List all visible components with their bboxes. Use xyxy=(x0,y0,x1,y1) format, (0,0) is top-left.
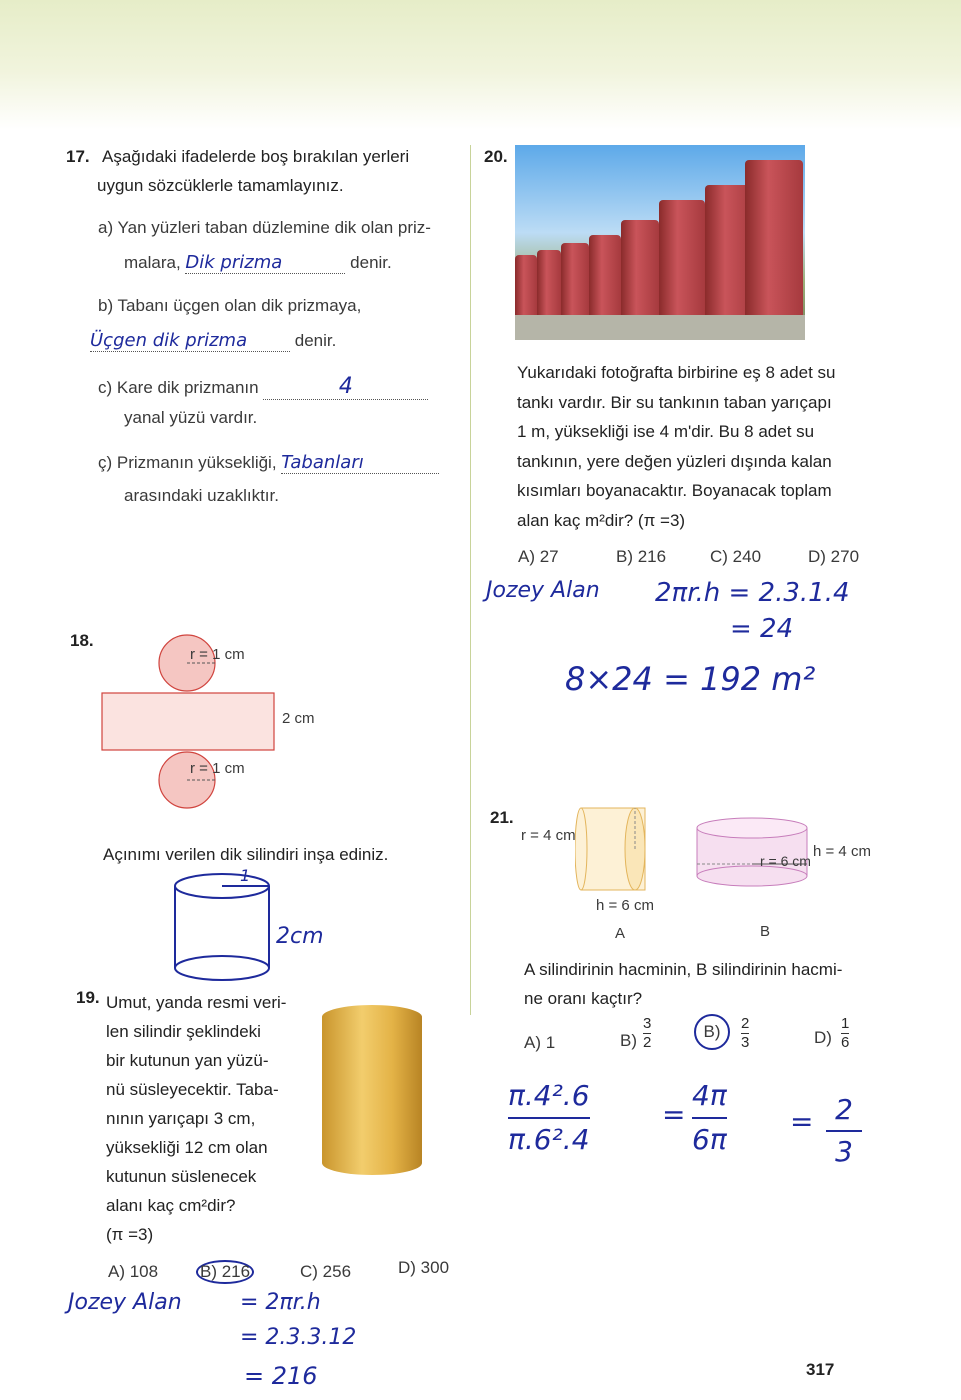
numerator: 3 xyxy=(643,1015,652,1032)
q19-line: (π =3) xyxy=(106,1225,154,1244)
q19-line: len silindir şeklindeki xyxy=(106,1022,261,1041)
page-header-band xyxy=(0,0,961,130)
numerator: 1 xyxy=(841,1015,850,1032)
q21-option-b[interactable]: B) xyxy=(620,1031,637,1050)
denominator: 6 xyxy=(841,1034,850,1051)
q21-option-d[interactable]: D) xyxy=(814,1028,832,1047)
hw-q21-fraction2 xyxy=(692,1075,727,1161)
q21-text: A silindirinin hacminin, B silindirinin hacmi- xyxy=(524,960,843,979)
q17-a-line xyxy=(124,252,392,274)
q17-b-end: denir. xyxy=(294,331,337,350)
q17-c-line xyxy=(98,374,428,400)
q21-a-radius: r = 4 cm xyxy=(521,827,576,844)
q17-a-text-2: malara, xyxy=(124,253,181,272)
hw-q19-step1: = 2πr.h xyxy=(240,1290,321,1315)
hw-q21-result xyxy=(826,1090,862,1172)
q17-a-end: denir. xyxy=(350,253,392,272)
q20-line: tankının, yere değen yüzleri dışında kalan xyxy=(517,451,832,471)
q20-option-d[interactable]: D) 270 xyxy=(808,547,860,566)
q19-text xyxy=(106,988,286,1249)
q21-text-2: ne oranı kaçtır? xyxy=(524,989,643,1008)
q17-title-2: uygun sözcüklerle tamamlayınız. xyxy=(97,176,344,195)
q17-d-answer[interactable]: Tabanları xyxy=(281,452,439,474)
q18-text: Açınımı verilen dik silindiri inşa ediniz. xyxy=(103,845,389,864)
q19-line: alanı kaç cm²dir? xyxy=(106,1196,236,1215)
q19-option-a[interactable]: A) 108 xyxy=(108,1262,159,1281)
q21-fraction-d xyxy=(841,1015,849,1052)
numerator: π.4².6 xyxy=(508,1075,590,1119)
hw-q21-fraction1 xyxy=(508,1075,590,1161)
hw-student-name: Jozey Alan xyxy=(486,578,600,603)
hw-q19-result: = 216 xyxy=(244,1362,318,1390)
tin-can-image xyxy=(322,1005,422,1175)
denominator: 6π xyxy=(692,1123,727,1156)
q21-option-a[interactable]: A) 1 xyxy=(524,1033,556,1052)
q17-c-text: c) Kare dik prizmanın xyxy=(98,378,259,397)
q20-line: alan kaç m²dir? (π =3) xyxy=(517,510,686,530)
q17-number: 17. xyxy=(66,147,90,166)
q17-b-line xyxy=(90,330,336,352)
q18-height-label: 2 cm xyxy=(282,710,315,727)
q20-line: 1 m, yüksekliği ise 4 m'dir. Bu 8 adet su xyxy=(517,422,815,441)
q21-a-height: h = 6 cm xyxy=(596,897,654,914)
numerator: 2 xyxy=(741,1015,750,1032)
q18-number: 18. xyxy=(70,631,94,650)
q18-radius-top: r = 1 cm xyxy=(190,646,245,663)
q20-option-a[interactable]: A) 27 xyxy=(518,547,559,566)
hw-q19-step2: = 2.3.3.12 xyxy=(240,1325,357,1350)
column-divider xyxy=(470,145,471,1015)
hw-height: 2cm xyxy=(276,924,324,949)
denominator: 3 xyxy=(835,1135,853,1168)
q19-option-d[interactable]: D) 300 xyxy=(398,1258,450,1277)
hw-equals: = xyxy=(662,1098,686,1131)
q17-title: Aşağıdaki ifadelerde boş bırakılan yerleri xyxy=(102,147,410,166)
q18-radius-bottom: r = 1 cm xyxy=(190,760,245,777)
denominator: 2 xyxy=(643,1034,652,1051)
q21-b-label: B xyxy=(760,923,771,940)
q20-line: tankı vardır. Bir su tankının taban yarıçapı xyxy=(517,392,832,412)
q19-option-c[interactable]: C) 256 xyxy=(300,1262,352,1281)
q19-line: nının yarıçapı 3 cm, xyxy=(106,1109,256,1128)
q21-fraction-c xyxy=(741,1015,749,1052)
q19-line: bir kutunun yan yüzü- xyxy=(106,1051,269,1070)
q21-fraction-b xyxy=(643,1015,651,1052)
hw-student-name: Jozey Alan xyxy=(68,1290,182,1315)
hw-q20-step2: = 24 xyxy=(730,614,794,644)
hand-drawn-cylinder xyxy=(170,868,280,988)
q17-c-text-2: yanal yüzü vardır. xyxy=(124,408,258,427)
q21-number: 21. xyxy=(490,808,514,827)
q20-option-b[interactable]: B) 216 xyxy=(616,547,667,566)
q19-line: nü süsleyecektir. Taba- xyxy=(106,1080,279,1099)
q19-line: kutunun süslenecek xyxy=(106,1167,257,1186)
q17-c-answer[interactable]: 4 xyxy=(263,374,428,400)
q17-d-line xyxy=(98,452,439,474)
q21-b-radius: r = 6 cm xyxy=(760,853,811,869)
q17-b-text: b) Tabanı üçgen olan dik prizmaya, xyxy=(98,296,362,315)
q19-option-b-selected[interactable]: B) 216 xyxy=(196,1260,254,1284)
hw-q20-result: 8×24 = 192 m² xyxy=(565,660,816,698)
q17-a-answer[interactable]: Dik prizma xyxy=(185,252,345,274)
q20-line: kısımları boyanacaktır. Boyanacak toplam xyxy=(517,481,832,500)
q21-a-label: A xyxy=(615,925,626,942)
page-number: 317 xyxy=(806,1360,835,1379)
q17-d-text: ç) Prizmanın yüksekliği, xyxy=(98,453,277,472)
q21-b-height: h = 4 cm xyxy=(813,843,871,860)
q20-option-c[interactable]: C) 240 xyxy=(710,547,762,566)
denominator: π.6².4 xyxy=(508,1123,590,1156)
q20-line: Yukarıdaki fotoğrafta birbirine eş 8 adet su xyxy=(517,363,836,382)
water-tanks-photo xyxy=(515,145,805,340)
numerator: 4π xyxy=(692,1075,727,1119)
hw-radius: 1 xyxy=(240,866,251,885)
q19-number: 19. xyxy=(76,988,100,1007)
numerator: 2 xyxy=(826,1090,862,1132)
q20-number: 20. xyxy=(484,147,508,166)
q19-line: yüksekliği 12 cm olan xyxy=(106,1138,268,1157)
q21-option-c-selected[interactable]: B) xyxy=(694,1014,730,1050)
q20-text xyxy=(517,358,835,535)
q17-a-text: a) Yan yüzleri taban düzlemine dik olan priz- xyxy=(98,218,431,237)
hw-q20-step1: 2πr.h = 2.3.1.4 xyxy=(655,578,850,608)
denominator: 3 xyxy=(741,1034,750,1051)
q17-b-answer[interactable]: Üçgen dik prizma xyxy=(90,330,290,352)
hw-equals: = xyxy=(790,1105,814,1138)
q19-line: Umut, yanda resmi veri- xyxy=(106,993,287,1012)
q17-d-text-2: arasındaki uzaklıktır. xyxy=(124,486,279,505)
